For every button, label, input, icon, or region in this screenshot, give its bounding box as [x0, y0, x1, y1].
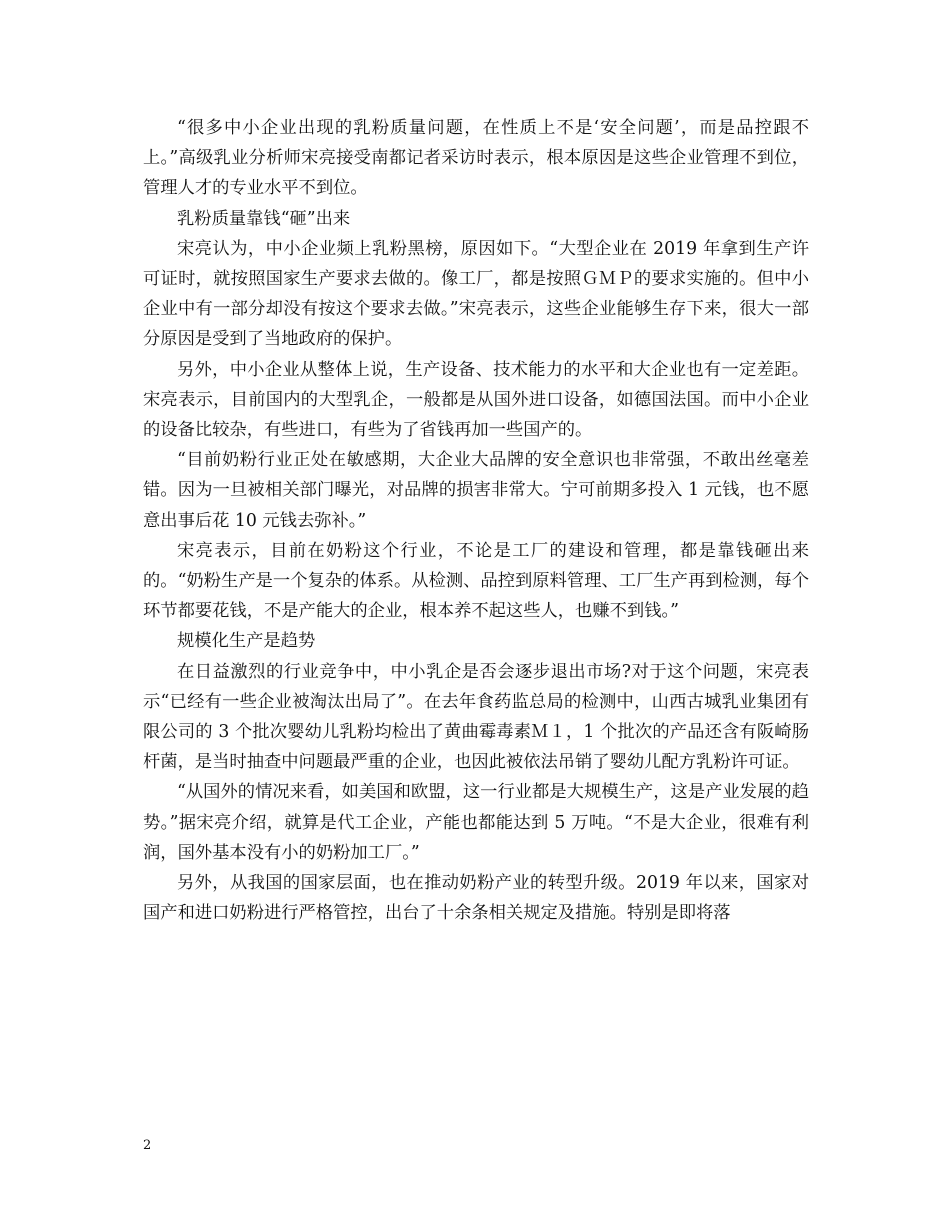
- page-number: 2: [143, 1138, 152, 1153]
- paragraph-8: 另外，从我国的国家层面，也在推动奶粉产业的转型升级。2019 年以来，国家对国产和进口奶粉进行严格管控，出台了十余条相关规定及措施。特别是即将落: [143, 873, 809, 924]
- section-heading-milk-powder-quality: 乳粉质量靠钱“砸”出来: [177, 208, 351, 229]
- paragraph-3: 另外，中小企业从整体上说，生产设备、技术能力的水平和大企业也有一定差距。宋亮表示，目前国内的大型乳企，一般都是从国外进口设备，如德国法国。而中小企业的设备比较杂，有些进口，有些为了省钱再加一些国产的。: [143, 359, 809, 441]
- paragraph-4: “目前奶粉行业正处在敏感期，大企业大品牌的安全意识也非常强，不敢出丝毫差错。因为一旦被相关部门曝光，对品牌的损害非常大。宁可前期多投入 1 元钱，也不愿意出事后花 10 元钱去弥补。”: [143, 450, 809, 531]
- paragraph-7: “从国外的情况来看，如美国和欧盟，这一行业都是大规模生产，这是产业发展的趋势。”据宋亮介绍，就算是代工企业，产能也都能达到 5 万吨。“不是大企业，很难有利润，国外基本没有小的奶粉加工厂。”: [143, 782, 809, 863]
- paragraph-6: 在日益激烈的行业竞争中，中小乳企是否会逐步退出市场?对于这个问题，宋亮表示“已经有一些企业被淘汰出局了”。在去年食药监总局的检测中，山西古城乳业集团有限公司的 3 个批次婴幼儿乳粉均检出了黄曲霉毒素Ｍ１，1 个批次的产品还含有阪崎肠杆菌，是当时抽查中问题最严重的企业，也因此被依法吊销了婴幼儿配方乳粉许可证。: [143, 661, 809, 773]
- section-heading-scale-production: 规模化生产是趋势: [177, 631, 316, 652]
- paragraph-2: 宋亮认为，中小企业频上乳粉黑榜，原因如下。“大型企业在 2019 年拿到生产许可证时，就按照国家生产要求去做的。像工厂，都是按照ＧＭＰ的要求实施的。但中小企业中有一部分却没有按这个要求去做。”宋亮表示，这些企业能够生存下来，很大一部分原因是受到了当地政府的保护。: [143, 238, 809, 350]
- paragraph-1: “很多中小企业出现的乳粉质量问题，在性质上不是‘安全问题’，而是品控跟不上。”高级乳业分析师宋亮接受南都记者采访时表示，根本原因是这些企业管理不到位，管理人才的专业水平不到位。: [143, 118, 809, 199]
- paragraph-5: 宋亮表示，目前在奶粉这个行业，不论是工厂的建设和管理，都是靠钱砸出来的。“奶粉生产是一个复杂的体系。从检测、品控到原料管理、工厂生产再到检测，每个环节都要花钱，不是产能大的企业，根本养不起这些人，也赚不到钱。”: [143, 540, 809, 622]
- body-text: [143, 113, 809, 928]
